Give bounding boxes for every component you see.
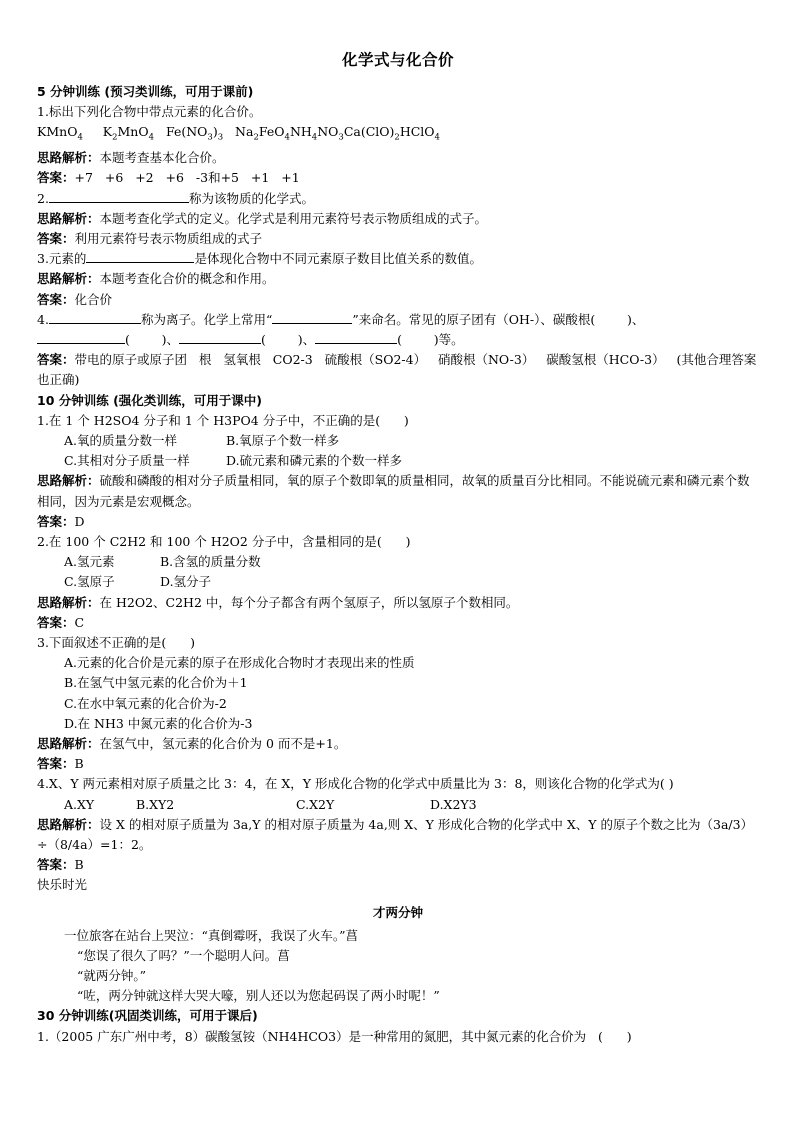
option-c: C.在水中氧元素的化合价为-2 bbox=[64, 695, 227, 711]
option-c: C.氢原子 bbox=[64, 574, 115, 590]
document-page bbox=[37, 48, 759, 1047]
option-a: A.氧的质量分数一样 bbox=[64, 432, 178, 448]
s1-q1-analysis bbox=[37, 148, 759, 168]
option-b: B.在氢气中氢元素的化合价为＋1 bbox=[64, 675, 248, 691]
s1-q3-analysis: 思路解析：本题考查化合价的概念和作用。 bbox=[37, 271, 275, 287]
s1-question-4: 4. 称为离子。化学上常用“ ”来命名。常见的原子团有（OH-）、碳酸根( )、 bbox=[37, 311, 645, 327]
s2-question-1: 1.在 1 个 H2SO4 分子和 1 个 H3PO4 分子中，不正确的是( ) bbox=[37, 412, 409, 428]
option-a: A.XY bbox=[64, 796, 95, 812]
fill-blank bbox=[49, 310, 141, 324]
answer-label: 答案： bbox=[37, 170, 75, 186]
s2-question-3: 3.下面叙述不正确的是( ) bbox=[37, 634, 196, 650]
fill-blank bbox=[179, 330, 261, 344]
option-c: C.X2Y bbox=[296, 796, 335, 812]
option-b: B.氧原子个数一样多 bbox=[226, 432, 340, 448]
option-a: A.氢元素 bbox=[64, 554, 115, 570]
answer-text: +7 +6 +2 +6 -3和+5 +1 +1 bbox=[74, 170, 300, 186]
option-d: D.氢分子 bbox=[160, 574, 212, 590]
s1-q1-answer bbox=[37, 168, 759, 188]
s2-q1-options-ab bbox=[37, 431, 759, 451]
s2-question-2: 2.在 100 个 C2H2 和 100 个 H2O2 分子中，含量相同的是( ) bbox=[37, 533, 411, 549]
joke-line: “就两分钟。” bbox=[77, 968, 147, 984]
option-c: C.其相对分子质量一样 bbox=[64, 453, 190, 469]
fill-blank bbox=[37, 330, 125, 344]
fill-blank bbox=[49, 189, 189, 203]
option-b: B.含氢的质量分数 bbox=[160, 554, 261, 570]
s1-q3-answer: 答案：化合价 bbox=[37, 291, 113, 307]
s2-q1-answer: 答案：D bbox=[37, 513, 85, 529]
option-d: D.X2Y3 bbox=[430, 796, 477, 812]
s3-question-1: 1.（2005 广东广州中考，8）碳酸氢铵（NH4HCO3）是一种常用的氮肥，其中氮元素的化合价为 ( ) bbox=[37, 1028, 632, 1044]
s2-q2-options-cd bbox=[37, 572, 759, 592]
fun-label: 快乐时光 bbox=[37, 877, 88, 893]
option-b: B.XY2 bbox=[136, 796, 175, 812]
analysis-label: 思路解析： bbox=[37, 150, 100, 166]
option-d: D.在 NH3 中氮元素的化合价为-3 bbox=[64, 715, 253, 731]
s2-q2-analysis: 思路解析：在 H2O2、C2H2 中，每个分子都含有两个氢原子，所以氢原子个数相同。 bbox=[37, 594, 519, 610]
s2-q4-options bbox=[37, 795, 759, 815]
section-heading-30min: 30 分钟训练(巩固类训练，可用于课后) bbox=[37, 1008, 258, 1024]
fill-blank bbox=[315, 330, 397, 344]
s2-q3-answer: 答案：B bbox=[37, 756, 84, 772]
s1-q1-formulas: KMnO$_4$ $K_2MnO_4$ $Fe(NO_3)_3$ $Na_2FeO_4NH_4NO_3Ca(ClO)_2HClO_4$ bbox=[37, 124, 440, 143]
analysis-text: 本题考查基本化合价。 bbox=[99, 150, 225, 166]
fill-blank bbox=[272, 310, 352, 324]
s1-question-1: 1.标出下列化合物中带点元素的化合价。 bbox=[37, 104, 262, 120]
joke-line: 一位旅客在站台上哭泣：“真倒霉呀，我误了火车。”菖 bbox=[64, 927, 359, 943]
s1-q2-analysis: 思路解析：本题考查化学式的定义。化学式是利用元素符号表示物质组成的式子。 bbox=[37, 210, 488, 226]
page-title: 化学式与化合价 bbox=[341, 51, 454, 69]
section-heading-5min: 5 分钟训练 (预习类训练，可用于课前) bbox=[37, 84, 254, 99]
section-heading-10min: 10 分钟训练 (强化类训练，可用于课中) bbox=[37, 392, 263, 408]
s2-q3-analysis: 思路解析：在氢气中，氢元素的化合价为 0 而不是+1。 bbox=[37, 736, 347, 751]
s1-q4-answer: 答案：带电的原子或原子团 根 氢氧根 CO2-3 硫酸根（SO2-4） 硝酸根（NO-3） 碳酸氢根（HCO-3） (其他合理答案也正确) bbox=[37, 352, 757, 388]
joke-line: “您误了很久了吗？”一个聪明人问。菖 bbox=[77, 947, 290, 963]
fill-blank bbox=[86, 249, 194, 263]
s2-question-4: 4.X、Y 两元素相对原子质量之比 3：4，在 X，Y 形成化合物的化学式中质量比为 3：8，则该化合物的化学式为( ) bbox=[37, 776, 674, 792]
s1-q2-answer: 答案：利用元素符号表示物质组成的式子 bbox=[37, 230, 263, 246]
s2-q1-analysis: 思路解析：硫酸和磷酸的相对分子质量相同，氧的原子个数即氧的质量相同，故氧的质量百分比相同。不能说硫元素和磷元素个数相同，因为元素是宏观概念。 bbox=[37, 473, 750, 509]
joke-line: “咗，两分钟就这样大哭大嚎，别人还以为您起码误了两小时呢！” bbox=[77, 988, 440, 1004]
s1-question-4-cont: ( )、 ( )、 ( )等。 bbox=[37, 330, 759, 350]
s1-question-3: 3.元素的 是体现化合物中不同元素原子数目比值关系的数值。 bbox=[37, 251, 482, 267]
joke-title: 才两分钟 bbox=[372, 904, 423, 920]
option-a: A.元素的化合价是元素的原子在形成化合物时才表现出来的性质 bbox=[64, 655, 415, 671]
s2-q2-options-ab bbox=[37, 552, 759, 572]
s2-q1-options-cd bbox=[37, 451, 759, 471]
s2-q4-analysis: 思路解析：设 X 的相对原子质量为 3a,Y 的相对原子质量为 4a,则 X、Y 形成化合物的化学式中 X、Y 的原子个数之比为（3a/3）÷（8/4a）=1：2。 bbox=[37, 816, 754, 853]
s2-q4-answer: 答案：B bbox=[37, 857, 84, 873]
option-d: D.硫元素和磷元素的个数一样多 bbox=[226, 453, 403, 469]
s2-q2-answer: 答案：C bbox=[37, 614, 85, 630]
s1-question-2: 2. 称为该物质的化学式。 bbox=[37, 190, 314, 206]
